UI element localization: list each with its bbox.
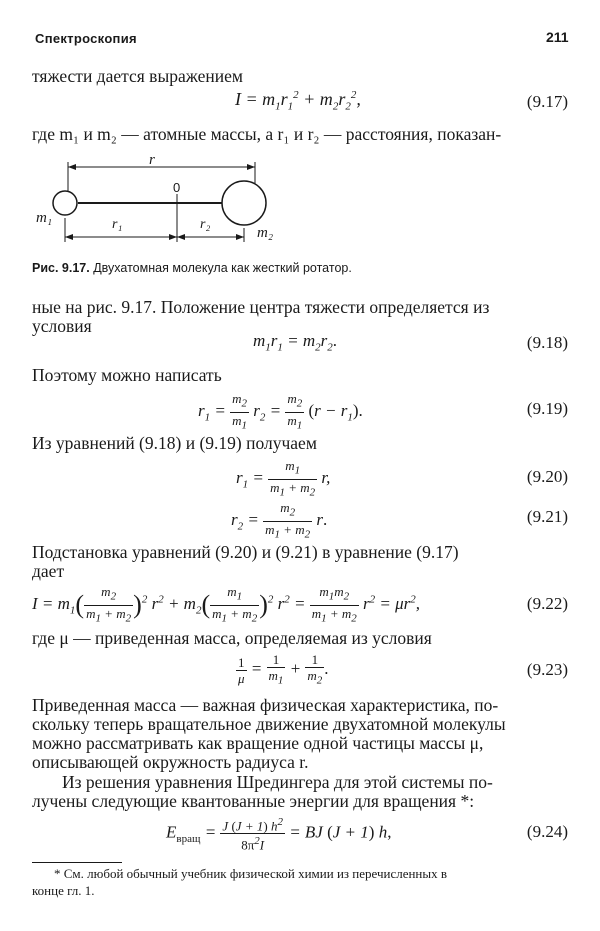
equation-9-23: $\frac{1}{\mu}$ = $\frac{1}{m_1}$ + $\frac{1}{m_2}$ . xyxy=(238,652,329,687)
caption-text: Двухатомная молекула как жесткий ротатор. xyxy=(93,261,352,275)
figure-label-m2: m₂ xyxy=(257,225,274,241)
equation-number: (9.22) xyxy=(526,594,568,613)
page-number: 211 xyxy=(546,29,569,45)
text-line: описывающей окружность радиуса r. xyxy=(32,752,309,772)
figure-label-r: r xyxy=(149,152,155,168)
footnote-line: конце гл. 1. xyxy=(32,883,95,898)
text-line: ные на рис. 9.17. Положение центра тяжести определяется из xyxy=(32,297,490,317)
figure-label-0: 0 xyxy=(173,180,181,195)
text-line: скольку теперь вращательное движение двухатомной молекулы xyxy=(32,714,506,734)
equation-number: (9.24) xyxy=(526,822,568,841)
text-line: тяжести дается выражением xyxy=(32,66,243,86)
footnote-rule xyxy=(32,862,122,863)
text-line: Приведенная масса — важная физическая характеристика, по- xyxy=(32,695,499,715)
figure-caption xyxy=(32,261,352,275)
text-line: Подстановка уравнений (9.20) и (9.21) в уравнение (9.17) xyxy=(32,542,459,562)
text-line: Поэтому можно написать xyxy=(32,365,222,385)
equation-9-17: $I = m_1r_1^2 + m_2r_2^2$, xyxy=(235,89,361,113)
atom-m1 xyxy=(53,191,77,215)
equation-number: (9.19) xyxy=(526,399,568,418)
text-line: Из решения уравнения Шредингера для этой системы по- xyxy=(62,772,493,792)
equation-number: (9.17) xyxy=(526,92,568,111)
text-line: дает xyxy=(32,561,65,581)
equation-9-24: $E_{вращ}$ = $\frac{J (J + 1) h^2}{8\pi^2I}$ = BJ (J + 1) h, xyxy=(166,816,392,853)
figure-label-r1: r₁ xyxy=(112,217,123,232)
equation-number: (9.20) xyxy=(526,467,568,486)
text-line: Из уравнений (9.18) и (9.19) получаем xyxy=(32,433,317,453)
equation-9-21: $r_2$ = $\frac{m_2}{m_1 + m_2}$ r. xyxy=(231,500,328,541)
footnote-line: * См. любой обычный учебник физической химии из перечисленных в xyxy=(54,866,448,881)
equation-9-20: $r_1$ = $\frac{m_1}{m_1 + m_2}$ r, xyxy=(236,458,331,499)
caption-number: Рис. 9.17. xyxy=(32,261,90,275)
text-line: где μ — приведенная масса, определяемая из условия xyxy=(32,628,432,648)
text-line: можно рассматривать как вращение одной частицы массы μ, xyxy=(32,733,484,753)
equation-number: (9.23) xyxy=(526,660,568,679)
figure-label-r2: r₂ xyxy=(200,217,211,232)
text-line: где m₁ и m₂ — атомные массы, а r₁ и r₂ — расстояния, показан- xyxy=(32,124,502,144)
equation-9-19: $r_1$ = $\frac{m_2}{m_1}$ $r_2$ = $\frac{m_2}{m_1}$ $(r - r_1)$. xyxy=(198,391,363,432)
equation-9-22: $I = m_1$( $\frac{m_2}{m_1 + m_2}$ )$^2$ $r^2 + m_2$( $\frac{m_1}{m_1 + m_2}$ )$^2$ $r^2$ = $\frac{m_1m_2}{m_1 + m_2}$ $r^2 = \mu r^2$, xyxy=(32,584,421,625)
diatomic-molecule-figure xyxy=(32,150,292,250)
text-line: условия xyxy=(32,316,92,336)
running-header-title: Спектроскопия xyxy=(35,31,137,46)
atom-m2 xyxy=(222,181,266,225)
equation-number: (9.18) xyxy=(526,333,568,352)
text-line: лучены следующие квантованные энергии для вращения *: xyxy=(32,791,475,811)
equation-number: (9.21) xyxy=(526,507,568,526)
equation-9-18: $m_1r_1 = m_2r_2$. xyxy=(253,331,338,354)
figure-label-m1: m₁ xyxy=(36,210,53,226)
